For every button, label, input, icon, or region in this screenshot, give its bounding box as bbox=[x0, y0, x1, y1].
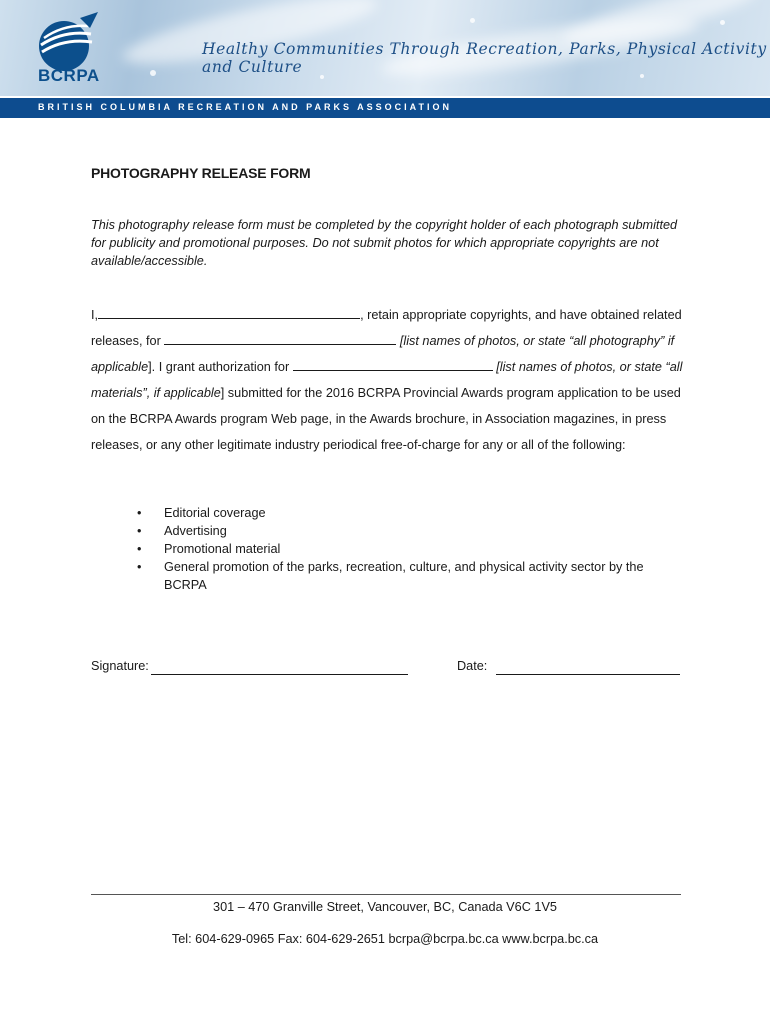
statement-instruction: [list names of photos, or state “all photography” if applicable bbox=[91, 334, 675, 374]
header-banner bbox=[0, 0, 770, 96]
name-field[interactable] bbox=[98, 304, 360, 319]
list-item-text: Promotional material bbox=[164, 542, 281, 556]
footer-divider bbox=[91, 894, 681, 895]
signature-field[interactable] bbox=[151, 674, 408, 675]
statement-text: I, bbox=[91, 308, 99, 322]
form-title: PHOTOGRAPHY RELEASE FORM bbox=[91, 165, 311, 181]
authorized-party-field[interactable] bbox=[293, 356, 493, 371]
statement-text: , retain appropriate copyrights, and have obtained related releases, for bbox=[91, 308, 682, 348]
form-intro: This photography release form must be completed by the copyright holder of each photograph submitted for publicity and promotional purposes. Do not submit photos for which appropriate copyrights are not available/accessible. bbox=[91, 218, 678, 268]
statement-text: ]. I grant authorization for bbox=[148, 360, 290, 374]
list-item-text: General promotion of the parks, recreation, culture, and physical activity sector by the BCRPA bbox=[164, 560, 644, 592]
bullet-icon: • bbox=[137, 524, 142, 538]
photos-field[interactable] bbox=[164, 330, 396, 345]
bcrpa-logo-icon bbox=[36, 12, 98, 74]
release-statement bbox=[91, 302, 691, 458]
list-item bbox=[137, 558, 677, 594]
logo-text: BCRPA bbox=[38, 66, 100, 85]
bullet-icon: • bbox=[137, 506, 142, 520]
signature-label: Signature: bbox=[91, 659, 149, 673]
tagline: Healthy Communities Through Recreation, Parks, Physical Activity and Culture bbox=[202, 40, 767, 76]
association-name: BRITISH COLUMBIA RECREATION AND PARKS ASSOCIATION bbox=[38, 102, 452, 112]
statement-instruction: [list names of photos, or state “all materials”, if applicable bbox=[91, 360, 683, 400]
list-item-text: Editorial coverage bbox=[164, 506, 266, 520]
statement-text: ] submitted for the 2016 BCRPA Provincial Awards program application to be used on the BCRPA Awards program Web page, in the Awards brochure, in Association magazines, in press releases, or any other legitimate industry periodical free-of-charge for any or all of the following: bbox=[91, 386, 681, 452]
list-item bbox=[137, 540, 677, 558]
list-item bbox=[137, 522, 677, 540]
footer-address: 301 – 470 Granville Street, Vancouver, BC, Canada V6C 1V5 bbox=[213, 900, 557, 914]
bullet-icon: • bbox=[137, 542, 142, 556]
bullet-icon: • bbox=[137, 560, 142, 574]
footer-contact: Tel: 604-629-0965 Fax: 604-629-2651 bcrpa@bcrpa.bc.ca www.bcrpa.bc.ca bbox=[171, 932, 599, 946]
association-bar bbox=[0, 96, 770, 118]
date-label: Date: bbox=[457, 659, 488, 673]
list-item-text: Advertising bbox=[164, 524, 227, 538]
usage-list bbox=[137, 504, 677, 594]
list-item bbox=[137, 504, 677, 522]
date-field[interactable] bbox=[496, 674, 680, 675]
